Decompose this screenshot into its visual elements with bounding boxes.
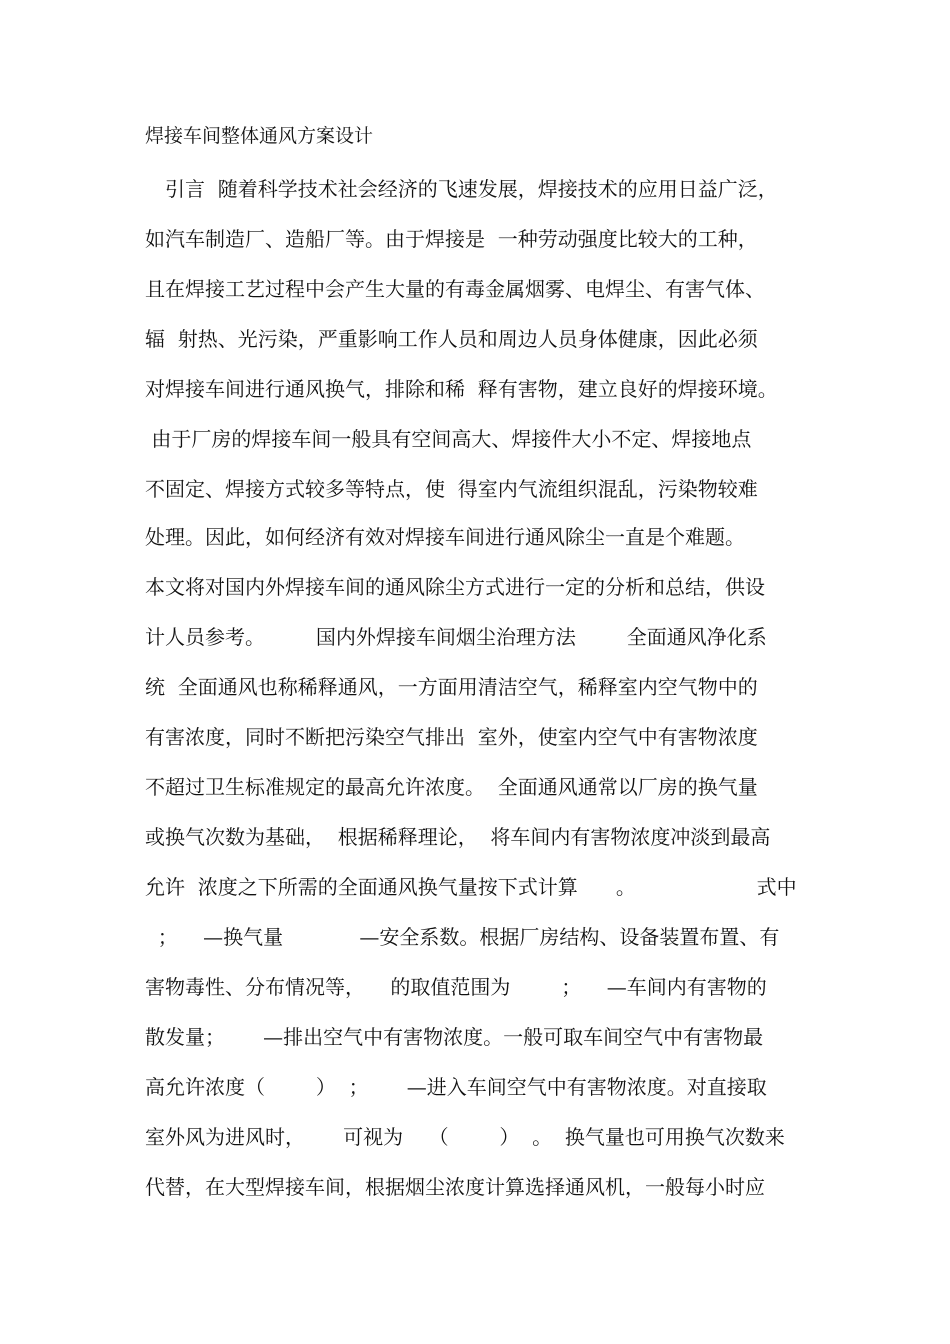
text-line: 室外风为进风时， 可视为 （ ） 。 换气量也可用换气次数来 [145, 1125, 785, 1149]
text-line: 本文将对国内外焊接车间的通风除尘方式进行一定的分析和总结，供设 [145, 575, 765, 599]
text-line: 处理。因此，如何经济有效对焊接车间进行通风除尘一直是个难题。 [145, 525, 745, 549]
text-line: 高允许浓度（ ） ； —进入车间空气中有害物浓度。对直接取 [145, 1075, 767, 1099]
text-line: 代替，在大型焊接车间，根据烟尘浓度计算选择通风机，一般每小时应 [145, 1175, 765, 1199]
document-title: 焊接车间整体通风方案设计 [145, 125, 374, 147]
text-line: 辐 射热、光污染，严重影响工作人员和周边人员身体健康，因此必须 [145, 327, 758, 351]
text-line: 计人员参考。 国内外焊接车间烟尘治理方法 全面通风净化系 [145, 625, 767, 649]
text-line: 引言 随着科学技术社会经济的飞速发展，焊接技术的应用日益广泛， [145, 177, 778, 201]
text-line: 对焊接车间进行通风换气，排除和稀 释有害物，建立良好的焊接环境。 [145, 377, 778, 401]
text-line: 或换气次数为基础， 根据稀释理论， 将车间内有害物浓度冲淡到最高 [145, 825, 771, 849]
text-line: 统 全面通风也称稀释通风，一方面用清洁空气，稀释室内空气物中的 [145, 675, 758, 699]
text-line: 如汽车制造厂、造船厂等。由于焊接是 一种劳动强度比较大的工种， [145, 227, 758, 251]
text-line: ； —换气量 —安全系数。根据厂房结构、设备装置布置、有 [145, 925, 780, 949]
text-line: 由于厂房的焊接车间一般具有空间高大、焊接件大小不定、焊接地点 [145, 427, 752, 451]
text-line: 有害浓度，同时不断把污染空气排出 室外，使室内空气中有害物浓度 [145, 725, 758, 749]
text-line: 散发量； —排出空气中有害物浓度。一般可取车间空气中有害物最 [145, 1025, 764, 1049]
text-line: 不超过卫生标准规定的最高允许浓度。 全面通风通常以厂房的换气量 [145, 775, 758, 799]
text-line: 不固定、焊接方式较多等特点，使 得室内气流组织混乱，污染物较难 [145, 477, 758, 501]
text-line: 且在焊接工艺过程中会产生大量的有毒金属烟雾、电焊尘、有害气体、 [145, 277, 765, 301]
text-line: 害物毒性、分布情况等， 的取值范围为 ； —车间内有害物的 [145, 975, 767, 999]
text-line: 允许 浓度之下所需的全面通风换气量按下式计算 。 式中 [145, 875, 797, 899]
